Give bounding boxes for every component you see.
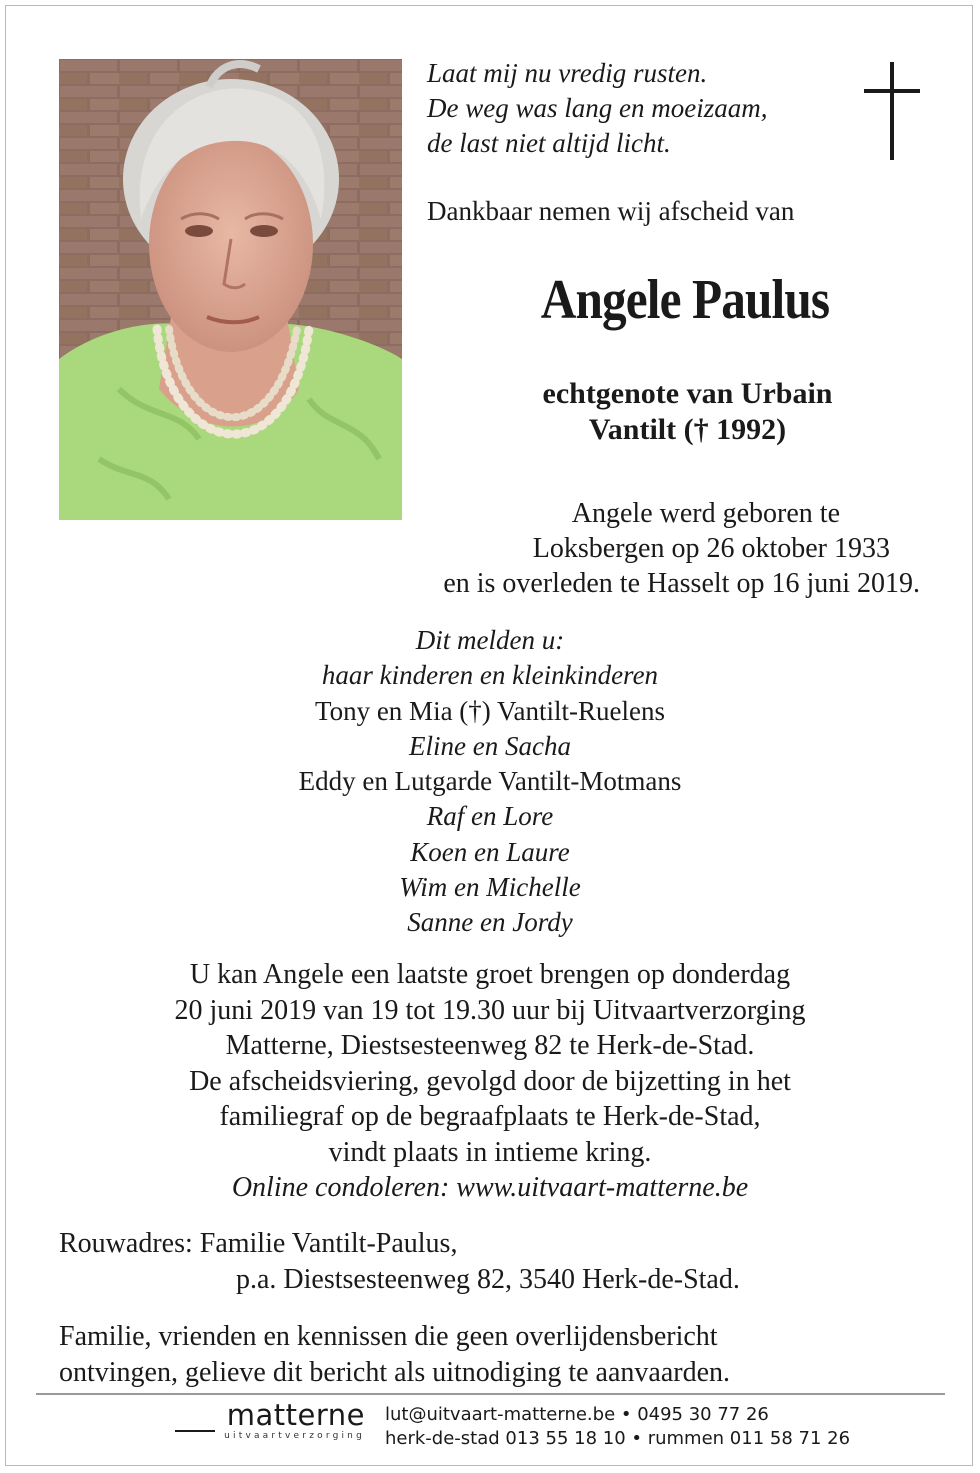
invitation-line: Familie, vrienden en kennissen die geen overlijdensbericht: [59, 1321, 718, 1352]
birth-line: Loksbergen op 26 oktober 1933: [532, 533, 890, 564]
footer-divider: [36, 1393, 945, 1395]
service-line: Matterne, Diestsesteenweg 82 te Herk-de-Stad.: [225, 1030, 755, 1061]
intro-text: Dankbaar nemen wij afscheid van: [427, 196, 795, 226]
cross-icon: [864, 62, 920, 160]
poem-line: Laat mij nu vredig rusten.: [427, 58, 708, 88]
service-info: [0, 957, 980, 1206]
poem-line: De weg was lang en moeizaam,: [427, 93, 768, 123]
contact-line: herk-de-stad 013 55 18 10 • rummen 011 58 71 26: [385, 1428, 851, 1449]
service-line: vindt plaats in intieme kring.: [328, 1136, 652, 1168]
grandchild-line: Wim en Michelle: [399, 872, 581, 903]
child-line: Eddy en Lutgarde Vantilt-Motmans: [298, 766, 682, 797]
service-line: familiegraf op de begraafplaats te Herk-de-Stad,: [219, 1101, 761, 1132]
service-line: De afscheidsviering, gevolgd door de bijzetting in het: [189, 1065, 791, 1097]
funeral-home-logo: [175, 1400, 365, 1441]
logo-subtitle: uitvaartverzorging: [224, 1431, 365, 1441]
family-list: [0, 623, 980, 941]
spouse-line: Vantilt († 1992): [588, 413, 787, 446]
grandchild-line: Eline en Sacha: [409, 730, 571, 761]
logo-name: matterne: [226, 1398, 365, 1432]
birth-death-info: [240, 496, 920, 601]
family-announce: Dit melden u:: [415, 625, 565, 655]
portrait-photo: [59, 59, 402, 520]
grandchild-line: Raf en Lore: [426, 801, 554, 832]
contact-info: [385, 1403, 850, 1451]
logo-underline: [175, 1430, 215, 1432]
family-group: haar kinderen en kleinkinderen: [321, 660, 659, 691]
poem: [427, 56, 767, 161]
grandchild-line: Sanne en Jordy: [407, 907, 573, 938]
birth-line: Angele werd geboren te: [571, 498, 840, 529]
child-line: Tony en Mia (†) Vantilt-Ruelens: [314, 695, 666, 726]
mourning-address: [59, 1226, 740, 1298]
spouse-info: [420, 376, 955, 448]
spouse-line: echtgenote van Urbain: [542, 377, 833, 410]
online-condolence-link[interactable]: Online condoleren: www.uitvaart-matterne.be: [231, 1172, 749, 1203]
address-line: Rouwadres: Familie Vantilt-Paulus,: [59, 1228, 458, 1259]
service-line: U kan Angele een laatste groet brengen op donderdag: [189, 959, 791, 990]
service-line: 20 juni 2019 van 19 tot 19.30 uur bij Uitvaartverzorging: [174, 994, 806, 1026]
invitation-note: [59, 1319, 730, 1391]
address-line: p.a. Diestsesteenweg 82, 3540 Herk-de-Stad.: [236, 1264, 740, 1295]
grandchild-line: Koen en Laure: [410, 836, 570, 867]
poem-line: de last niet altijd licht.: [427, 128, 671, 158]
invitation-line: ontvingen, gelieve dit bericht als uitnodiging te aanvaarden.: [59, 1357, 731, 1388]
contact-line: lut@uitvaart-matterne.be • 0495 30 77 26: [385, 1404, 769, 1425]
deceased-name: Angele Paulus: [540, 269, 830, 331]
death-line: en is overleden te Hasselt op 16 juni 2019.: [443, 568, 920, 599]
